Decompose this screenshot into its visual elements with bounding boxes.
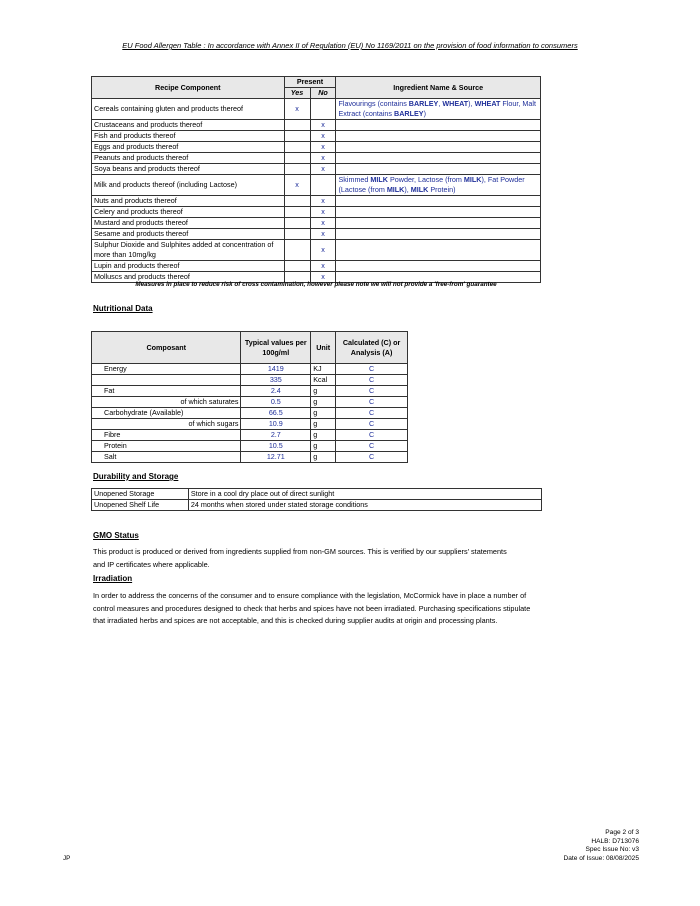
document-title-text: EU Food Allergen Table : In accordance with Annex II of Regulation (EU) No 1169/2011 on the provision of food information to consumers (122, 41, 578, 50)
allergen-row (92, 153, 541, 164)
durability-row (92, 500, 542, 511)
allergen-ingredient (336, 196, 541, 207)
nutrition-table (91, 331, 408, 463)
allergen-yes (284, 131, 310, 142)
allergen-ingredient (336, 207, 541, 218)
document-title (0, 40, 700, 52)
gmo-text: This product is produced or derived from ingredients supplied from non-GM sources. This is verified by our suppliers' statements and IP certificates where applicable. (93, 547, 507, 569)
allergen-row (92, 261, 541, 272)
allergen-ingredient: Skimmed MILK Powder, Lactose (from MILK), Fat Powder (Lactose (from MILK), MILK Protein) (336, 175, 541, 196)
nutrition-calc: C (336, 386, 408, 397)
allergen-no: x (310, 142, 336, 153)
allergen-component: Peanuts and products thereof (92, 153, 285, 164)
durability-value: 24 months when stored under stated storage conditions (188, 500, 541, 511)
nutrition-name: Fat (92, 386, 241, 397)
durability-label: Unopened Shelf Life (92, 500, 189, 511)
allergen-component: Lupin and products thereof (92, 261, 285, 272)
durability-table (91, 488, 542, 511)
allergen-component: Fish and products thereof (92, 131, 285, 142)
nutrition-value: 2.7 (241, 430, 311, 441)
nutrition-name: Fibre (92, 430, 241, 441)
nutrition-calc: C (336, 441, 408, 452)
nutrition-row (92, 408, 408, 419)
allergen-yes (284, 207, 310, 218)
allergen-yes (284, 240, 310, 261)
allergen-row (92, 196, 541, 207)
nutrition-name (92, 375, 241, 386)
nutrition-name: Energy (92, 364, 241, 375)
nutrition-calc: C (336, 375, 408, 386)
allergen-row (92, 164, 541, 175)
allergen-yes (284, 229, 310, 240)
durability-row (92, 489, 542, 500)
footer-page: Page 2 of 3 (605, 829, 639, 836)
nutrition-unit: g (311, 419, 336, 430)
irradiation-heading: Irradiation (93, 574, 133, 583)
nutrition-row (92, 419, 408, 430)
allergen-component: Mustard and products thereof (92, 218, 285, 229)
allergen-no: x (310, 240, 336, 261)
nutritional-data-heading: Nutritional Data (93, 304, 153, 313)
nutrition-name: Protein (92, 441, 241, 452)
nutrition-name: of which sugars (92, 419, 241, 430)
footer-date: Date of Issue: 08/08/2025 (563, 854, 639, 862)
allergen-ingredient (336, 131, 541, 142)
allergen-row (92, 99, 541, 120)
allergen-yes: x (284, 175, 310, 196)
allergen-ingredient (336, 218, 541, 229)
allergen-component: Sesame and products thereof (92, 229, 285, 240)
allergen-yes: x (284, 99, 310, 120)
nutrition-value: 12.71 (241, 452, 311, 463)
allergen-table (91, 76, 541, 283)
nutrition-row (92, 375, 408, 386)
allergen-no: x (310, 272, 336, 283)
durability-heading: Durability and Storage (93, 472, 179, 481)
allergen-component: Eggs and products thereof (92, 142, 285, 153)
allergen-row (92, 207, 541, 218)
header-unit: Unit (311, 332, 336, 364)
nutrition-name: Salt (92, 452, 241, 463)
allergen-row (92, 120, 541, 131)
nutrition-unit: g (311, 397, 336, 408)
nutrition-value: 10.9 (241, 419, 311, 430)
nutrition-unit: g (311, 452, 336, 463)
allergen-component: Nuts and products thereof (92, 196, 285, 207)
allergen-no: x (310, 218, 336, 229)
footer-block (563, 829, 639, 863)
allergen-no: x (310, 120, 336, 131)
allergen-row (92, 142, 541, 153)
header-recipe-component: Recipe Component (92, 77, 285, 99)
allergen-ingredient (336, 164, 541, 175)
allergen-yes (284, 218, 310, 229)
allergen-no (310, 175, 336, 196)
nutrition-row (92, 441, 408, 452)
nutrition-calc: C (336, 364, 408, 375)
allergen-ingredient (336, 240, 541, 261)
allergen-no: x (310, 164, 336, 175)
nutrition-row (92, 452, 408, 463)
allergen-yes (284, 153, 310, 164)
irradiation-text: In order to address the concerns of the consumer and to ensure compliance with the legislation, McCormick have in place a number of control measures and procedures designed to check that herbs and spices have not been irradiated. Purchasing specifications stipulate that irradiated herbs and spices are not acceptable, and this is checked during supplier audits at origin and processing plants. (93, 591, 531, 625)
header-ingredient-source: Ingredient Name & Source (336, 77, 541, 99)
nutrition-calc: C (336, 408, 408, 419)
allergen-component: Soya beans and products thereof (92, 164, 285, 175)
header-present: Present (284, 77, 336, 88)
allergen-component: Celery and products thereof (92, 207, 285, 218)
allergen-ingredient (336, 120, 541, 131)
durability-value: Store in a cool dry place out of direct sunlight (188, 489, 541, 500)
allergen-row (92, 240, 541, 261)
allergen-yes (284, 261, 310, 272)
allergen-row (92, 218, 541, 229)
nutrition-calc: C (336, 430, 408, 441)
allergen-row (92, 175, 541, 196)
nutrition-name: of which saturates (92, 397, 241, 408)
nutrition-row (92, 386, 408, 397)
allergen-yes (284, 196, 310, 207)
nutrition-value: 0.5 (241, 397, 311, 408)
allergen-no: x (310, 229, 336, 240)
nutrition-unit: g (311, 441, 336, 452)
nutrition-value: 1419 (241, 364, 311, 375)
nutrition-unit: Kcal (311, 375, 336, 386)
nutrition-value: 335 (241, 375, 311, 386)
nutrition-calc: C (336, 397, 408, 408)
allergen-ingredient (336, 142, 541, 153)
durability-label: Unopened Storage (92, 489, 189, 500)
nutrition-unit: g (311, 430, 336, 441)
allergen-ingredient: Flavourings (contains BARLEY, WHEAT), WHEAT Flour, Malt Extract (contains BARLEY) (336, 99, 541, 120)
allergen-no: x (310, 196, 336, 207)
nutrition-row (92, 397, 408, 408)
gmo-heading: GMO Status (93, 531, 139, 540)
footer-spec-issue: Spec Issue No: v3 (585, 846, 639, 853)
allergen-ingredient (336, 153, 541, 164)
nutrition-unit: g (311, 408, 336, 419)
footer-halb-code: HALB: D713076 (591, 837, 639, 845)
nutrition-row (92, 430, 408, 441)
allergen-row (92, 229, 541, 240)
allergen-yes (284, 164, 310, 175)
allergen-component: Milk and products thereof (including Lactose) (92, 175, 285, 196)
allergen-yes (284, 142, 310, 153)
allergen-component: Crustaceans and products thereof (92, 120, 285, 131)
nutrition-unit: KJ (311, 364, 336, 375)
allergen-yes (284, 120, 310, 131)
allergen-component: Sulphur Dioxide and Sulphites added at concentration of more than 10mg/kg (92, 240, 285, 261)
nutrition-name: Carbohydrate (Available) (92, 408, 241, 419)
header-composant: Composant (92, 332, 241, 364)
header-yes: Yes (284, 88, 310, 99)
nutrition-value: 10.5 (241, 441, 311, 452)
nutrition-value: 66.5 (241, 408, 311, 419)
allergen-component: Molluscs and products thereof (92, 272, 285, 283)
footer-initials: JP (63, 855, 71, 862)
nutrition-value: 2.4 (241, 386, 311, 397)
allergen-no: x (310, 261, 336, 272)
header-calculated-analysis: Calculated (C) or Analysis (A) (336, 332, 408, 364)
allergen-no (310, 99, 336, 120)
cross-contamination-note: Measures in place to reduce risk of cross contamination, however please note we will not provide a 'free-from' guarantee (135, 281, 497, 288)
nutrition-calc: C (336, 452, 408, 463)
allergen-no: x (310, 153, 336, 164)
header-typical-values: Typical values per 100g/ml (241, 332, 311, 364)
header-no: No (310, 88, 336, 99)
nutrition-unit: g (311, 386, 336, 397)
nutrition-row (92, 364, 408, 375)
allergen-ingredient (336, 229, 541, 240)
allergen-row (92, 131, 541, 142)
allergen-no: x (310, 131, 336, 142)
allergen-no: x (310, 207, 336, 218)
nutrition-calc: C (336, 419, 408, 430)
allergen-component: Cereals containing gluten and products thereof (92, 99, 285, 120)
allergen-ingredient (336, 261, 541, 272)
